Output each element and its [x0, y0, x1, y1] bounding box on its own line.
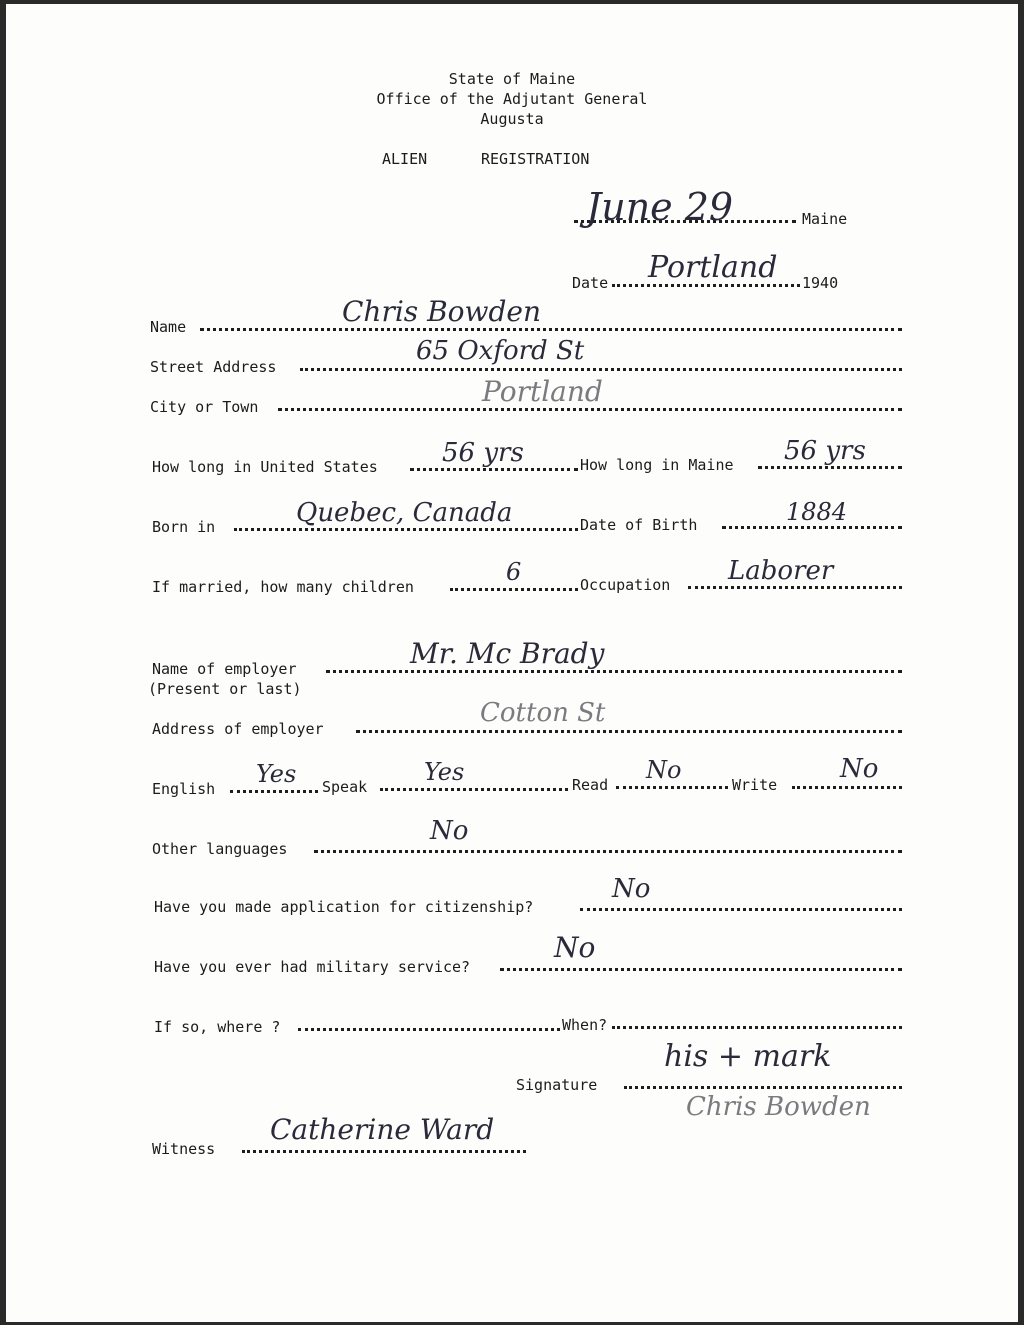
- city-label: City or Town: [150, 398, 259, 416]
- dob-label: Date of Birth: [580, 516, 698, 534]
- write-value: No: [840, 754, 879, 784]
- other-lang-dots: [314, 850, 902, 853]
- registration-form-page: [6, 4, 1018, 1322]
- born-dots: [234, 528, 578, 531]
- emp-address-dots: [356, 730, 902, 733]
- citizenship-dots: [580, 908, 902, 911]
- form-title-registration: REGISTRATION: [481, 150, 590, 168]
- emp-address-value: Cotton St: [480, 698, 606, 728]
- date-label: Date: [572, 274, 609, 292]
- maine-value: 56 yrs: [784, 436, 866, 466]
- street-label: Street Address: [150, 358, 277, 376]
- place-value: June 29: [586, 185, 734, 229]
- employer-dots: [326, 670, 902, 673]
- occupation-label: Occupation: [580, 576, 671, 594]
- born-label: Born in: [152, 518, 216, 536]
- header-office: Office of the Adjutant General: [376, 90, 648, 108]
- maine-dots: [758, 466, 902, 469]
- witness-dots: [242, 1150, 526, 1153]
- date-value: Portland: [648, 250, 778, 285]
- children-dots: [450, 588, 578, 591]
- header-city: Augusta: [480, 110, 544, 128]
- when-label: When?: [562, 1016, 608, 1034]
- speak-value: Yes: [424, 758, 465, 786]
- name-label: Name: [150, 318, 187, 336]
- city-value: Portland: [482, 375, 603, 408]
- employer-value: Mr. Mc Brady: [410, 637, 605, 670]
- signature-mark: his + mark: [664, 1039, 832, 1074]
- signature-name: Chris Bowden: [686, 1092, 871, 1122]
- us-dots: [410, 468, 578, 471]
- read-dots: [616, 786, 728, 789]
- where-dots: [298, 1028, 560, 1031]
- header-state: State of Maine: [448, 70, 576, 88]
- name-dots: [200, 328, 902, 331]
- english-dots: [230, 790, 318, 793]
- us-value: 56 yrs: [442, 438, 524, 468]
- dob-dots: [722, 526, 902, 529]
- military-label: Have you ever had military service?: [154, 958, 471, 976]
- citizenship-value: No: [612, 874, 651, 904]
- witness-label: Witness: [152, 1140, 216, 1158]
- speak-label: Speak: [322, 778, 368, 796]
- occupation-dots: [688, 586, 902, 589]
- maine-label: How long in Maine: [580, 456, 734, 474]
- employer-label: Name of employer: [152, 660, 297, 678]
- signature-label: Signature: [516, 1076, 598, 1094]
- name-value: Chris Bowden: [342, 295, 541, 328]
- when-dots: [612, 1026, 902, 1029]
- street-value: 65 Oxford St: [416, 336, 585, 366]
- military-dots: [500, 968, 902, 971]
- street-dots: [300, 368, 902, 371]
- occupation-value: Laborer: [728, 556, 834, 586]
- write-dots: [792, 786, 902, 789]
- english-label: English: [152, 780, 216, 798]
- military-value: No: [554, 931, 596, 964]
- other-lang-value: No: [430, 816, 469, 846]
- date-year: 1940: [802, 274, 839, 292]
- citizenship-label: Have you made application for citizenship?: [154, 898, 534, 916]
- children-label: If married, how many children: [152, 578, 414, 596]
- children-value: 6: [506, 558, 522, 586]
- speak-dots: [380, 788, 568, 791]
- read-label: Read: [572, 776, 609, 794]
- witness-value: Catherine Ward: [270, 1113, 495, 1146]
- dob-value: 1884: [786, 498, 848, 526]
- city-dots: [278, 408, 902, 411]
- read-value: No: [646, 756, 682, 784]
- us-label: How long in United States: [152, 458, 378, 476]
- born-value: Quebec, Canada: [296, 498, 513, 528]
- employer-sublabel: (Present or last): [148, 680, 302, 698]
- signature-dots: [624, 1086, 902, 1089]
- where-label: If so, where ?: [154, 1018, 281, 1036]
- english-value: Yes: [256, 760, 297, 788]
- other-lang-label: Other languages: [152, 840, 288, 858]
- emp-address-label: Address of employer: [152, 720, 324, 738]
- form-title-alien: ALIEN: [382, 150, 428, 168]
- place-state-label: Maine: [802, 210, 848, 228]
- write-label: Write: [732, 776, 778, 794]
